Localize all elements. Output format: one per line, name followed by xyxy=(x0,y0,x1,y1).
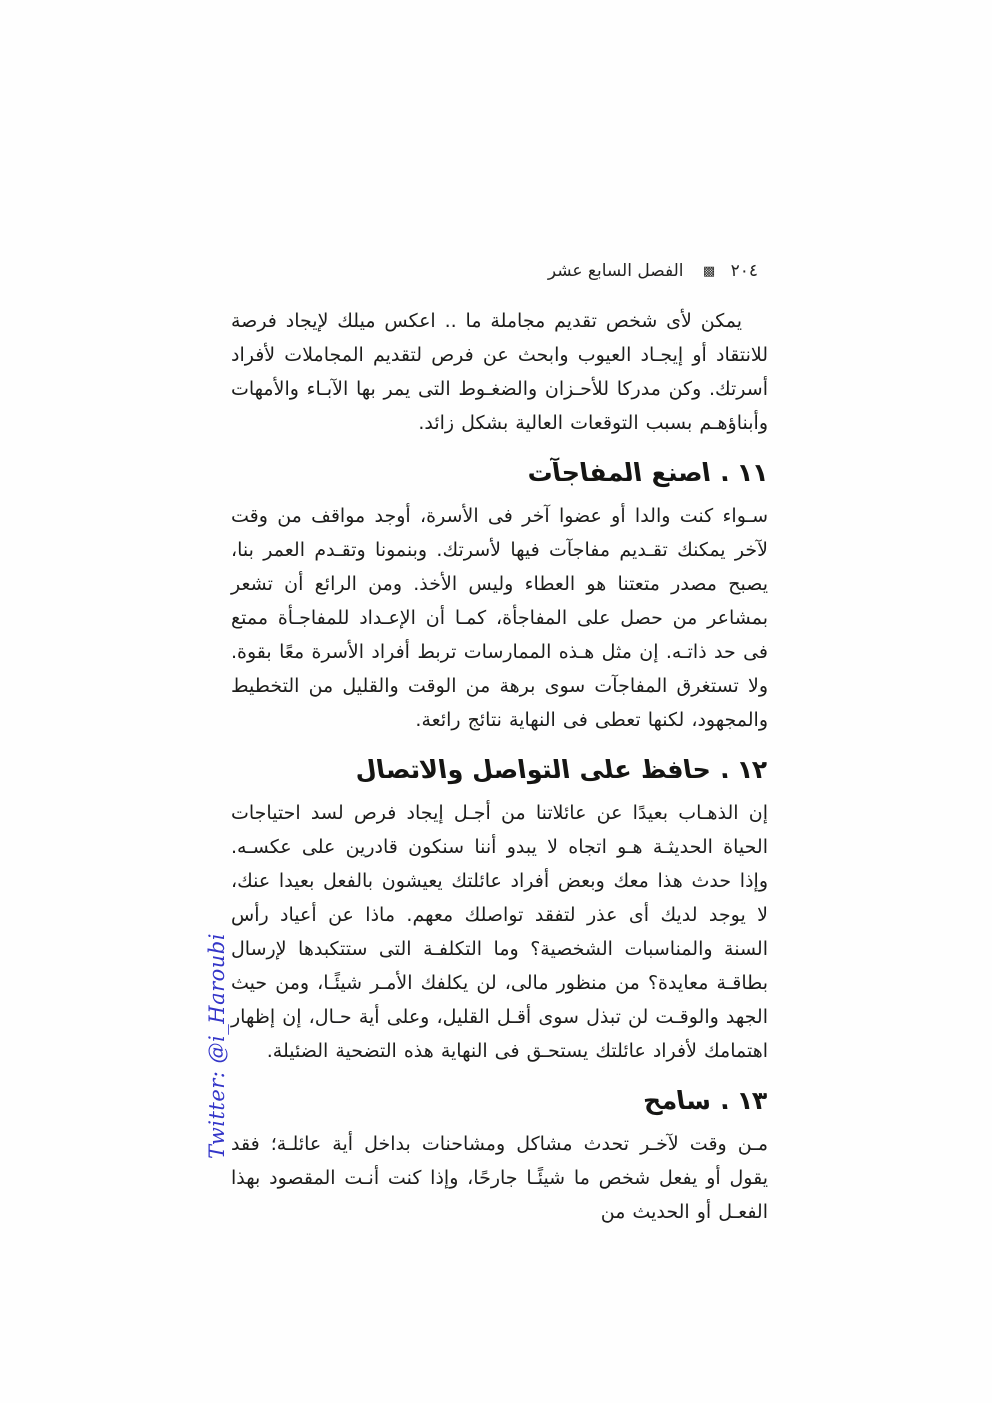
section-body-13: مـن وقت لآخـر تحدث مشاكل ومشاحنات بداخل أية عائلـة؛ فقد يقول أو يفعل شخص ما شيئًـا جارحًا، وإذا كنت أنـت المقصود بهذا الفعـل أو الحديث من xyxy=(231,1133,768,1223)
section-heading-12-keep-in-touch: ١٢ . حافظ على التواصل والاتصال xyxy=(352,755,771,784)
header-ornament-icon: ▩ xyxy=(702,264,716,279)
section-body-12: إن الذهـاب بعيدًا عن عائلاتنا من أجـل إيجاد فرص لسد احتياجات الحياة الحديثـة هـو اتجاه لا يبدو أننا سنكون قادرين على عكسـه. وإذا حدث هذا معك وبعض أفراد عائلتك يعيشون بالفعل بعيدا عنك، لا يوجد لديك أى عذر لتفقد تواصلك معهم. ماذا عن أعياد رأس السنة والمناسبات الشخصية؟ وما التكلفـة التى ستتكبدها لإرسال بطاقـة معايدة؟ من منظور مالى، لن يكلفك الأمـر شيئًـا، ومن حيث الجهد والوقـت لن تبذل سوى أقـل القليل، وعلى أية حـال، إن إظهار اهتمامك لأفراد عائلتك يستحـق فى النهاية هذه التضحية الضئيلة. xyxy=(231,802,768,1062)
section-body-11: سـواء كنت والدا أو عضوا آخر فى الأسرة، أوجد مواقف من وقت لآخر يمكنك تقـديم مفاجآت فيها لأسرتك. وبنمونا وتقـدم العمر بنا، يصبح مصدر متعتنا هو العطاء وليس الأخذ. ومن الرائع أن تشعر بمشاعر من حصل على المفاجأة، كمـا أن الإعـداد للمفاجـأة ممتع فى حد ذاتـه. إن مثل هـذه الممارسات تربط أفراد الأسرة معًا بقوة. ولا تستغرق المفاجآت سوى برهة من الوقت والقليل من التخطيط والمجهود، لكنها تعطى فى النهاية نتائج رائعة. xyxy=(231,505,768,731)
chapter-title: الفصل السابع عشر xyxy=(547,261,684,281)
section-heading-13-forgive: ١٣ . سامح xyxy=(641,1086,771,1115)
twitter-handle-watermark: Twitter: @i_Haroubi xyxy=(205,933,229,1159)
intro-paragraph: يمكن لأى شخص تقديم مجاملة ما .. اعكس ميلك لإيجاد فرصة للانتقاد أو إيجـاد العيوب وابحث عن فرص لتقديم المجاملات لأفراد أسرتك. وكن مدركا للأحـزان والضغـوط التى يمر بها الآبـاء والأمهات وأبناؤهـم بسبب التوقعات العالية بشكل زائد. xyxy=(231,310,768,434)
page-header xyxy=(548,261,758,281)
page-content xyxy=(231,304,771,1239)
section-heading-11-make-surprises: ١١ . اصنع المفاجآت xyxy=(525,458,771,487)
page-number: ٢٠٤ xyxy=(730,261,758,281)
